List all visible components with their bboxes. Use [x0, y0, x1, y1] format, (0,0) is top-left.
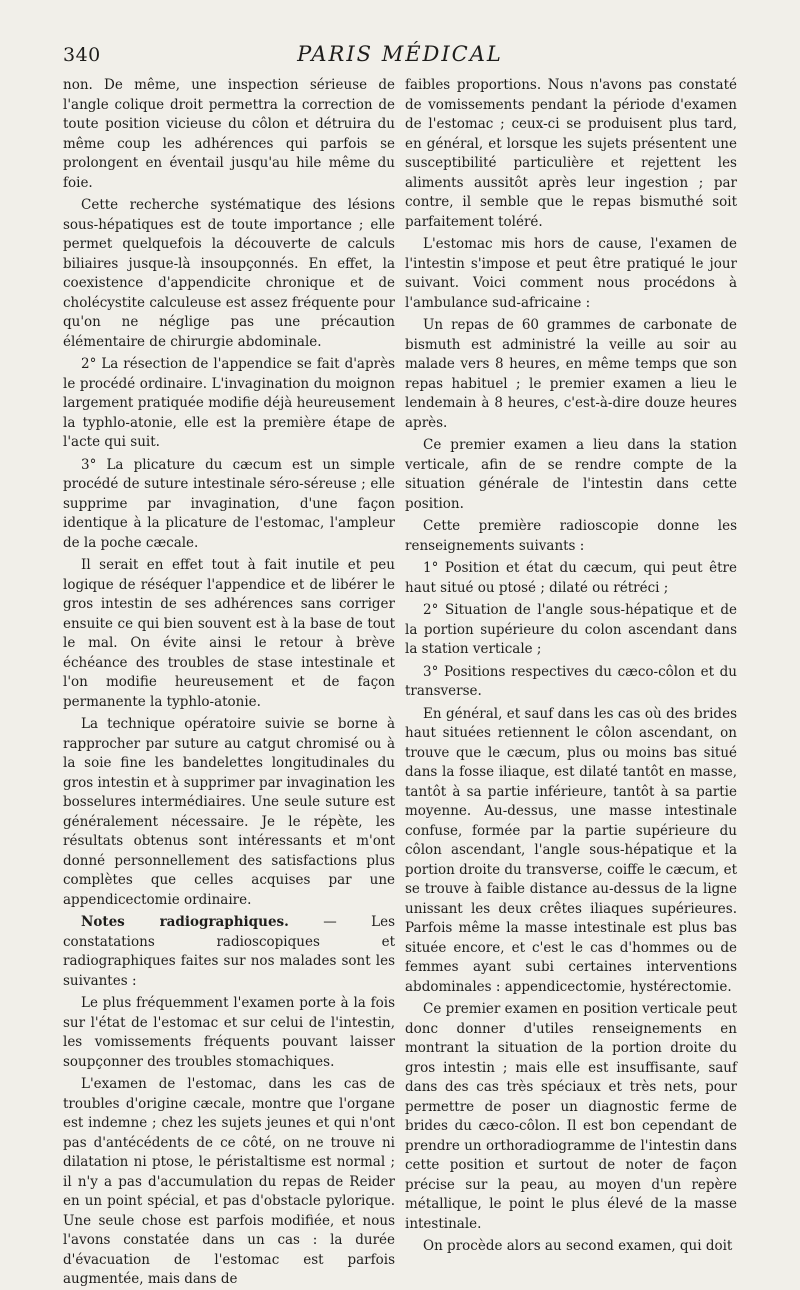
- paragraph: La technique opératoire suivie se borne à rapprocher par suture au catgut chromisé ou à la soie fine les bandelettes longitudinales du gros intestin et à supprimer par invagination les bosselures intermédiaires. Une seule suture est généralement nécessaire. Je le répète, les résultats obtenus sont intéressants et m'ont donné personnellement des satisfactions plus complètes que celles acquises par une appendicectomie ordinaire.: [63, 716, 395, 908]
- page-header: [63, 40, 737, 70]
- page-number: 340: [63, 44, 101, 66]
- paragraph: L'examen de l'estomac, dans les cas de troubles d'origine cæcale, montre que l'organe est indemne ; chez les sujets jeunes et qui n'ont pas d'antécédents de ce côté, on ne trouve ni dilatation ni ptose, le péristaltisme est normal ; il n'y a pas d'accumulation du repas de Reider en un point spécial, et pas d'obstacle pylorique. Une seule chose est parfois modifiée, et nous l'avons constatée dans un cas : la durée d'évacuation de l'estomac est parfois augmentée, mais dans de: [63, 1076, 395, 1287]
- list-item: 2° Situation de l'angle sous-hépatique et de la portion supérieure du colon ascendant dans la station verticale ;: [405, 602, 737, 657]
- paragraph: On procède alors au second examen, qui doit: [423, 1238, 733, 1254]
- paragraph: Un repas de 60 grammes de carbonate de bismuth est administré la veille au soir au malade vers 8 heures, en même temps que son repas habituel ; le premier examen a lieu le lendemain à 8 heures, c'est-à-dire douze heures après.: [405, 317, 737, 431]
- paragraph: Le plus fréquemment l'examen porte à la fois sur l'état de l'estomac et sur celui de l'intestin, les vomissements fréquents pouvant laisser soupçonner des troubles stomachiques.: [63, 995, 395, 1070]
- paragraph: Ce premier examen a lieu dans la station verticale, afin de se rendre compte de la situation générale de l'intestin dans cette position.: [405, 437, 737, 512]
- paragraph: L'estomac mis hors de cause, l'examen de l'intestin s'impose et peut être pratiqué le jour suivant. Voici comment nous procédons à l'ambulance sud-africaine :: [405, 236, 737, 311]
- paragraph: Cette recherche systématique des lésions sous-hépatiques est de toute importance ; elle permet quelquefois la découverte de calculs biliaires jusque-là insoupçonnés. En effet, la coexistence d'appendicite chronique et de cholécystite calculeuse est assez fréquente pour qu'on ne néglige pas une précaution élémentaire de chirurgie abdominale.: [63, 197, 395, 350]
- paragraph: Il serait en effet tout à fait inutile et peu logique de réséquer l'appendice et de libérer le gros intestin de ses adhérences sans corriger ensuite ce qui bien souvent est à la base de tout le mal. On évite ainsi le retour à brève échéance des troubles de stase intestinale et l'on modifie heureusement et de façon permanente la typhlo-atonie.: [63, 557, 395, 710]
- section-heading: Notes radiographiques.: [81, 914, 289, 930]
- paragraph: 2° La résection de l'appendice se fait d'après le procédé ordinaire. L'invagination du moignon largement pratiquée modifie déjà heureusement la typhlo-atonie, elle est la première étape de l'acte qui suit.: [63, 356, 395, 450]
- paragraph: En général, et sauf dans les cas où des brides haut situées retiennent le côlon ascendant, on trouve que le cæcum, plus ou moins bas situé dans la fosse iliaque, est dilaté tantôt en masse, tantôt à sa partie inférieure, tantôt à sa partie moyenne. Au-dessus, une masse intestinale confuse, formée par la partie supérieure du côlon ascendant, l'angle sous-hépatique et la portion droite du transverse, coiffe le cæcum, et se trouve à faible distance au-dessus de la ligne unissant les deux crêtes iliaques supérieures. Parfois même la masse intestinale est plus bas située encore, et c'est le cas d'hommes ou de femmes ayant subi certaines interventions abdominales : appendicectomie, hystérectomie.: [405, 705, 737, 995]
- paragraph: Ce premier examen en position verticale peut donc donner d'utiles renseignements en montrant la situation de la portion droite du gros intestin ; mais elle est insuffisante, sauf dans des cas très spéciaux et très nets, pour permettre de poser un diagnostic ferme de brides du cæco-côlon. Il est bon cependant de prendre un orthoradiogramme de l'intestin dans cette position et surtout de noter de façon précise sur la peau, au moyen d'un repère métallique, le point le plus élevé de la masse intestinale.: [405, 1001, 737, 1232]
- paragraph: Cette première radioscopie donne les renseignements suivants :: [405, 518, 737, 554]
- left-column: [63, 76, 395, 1290]
- journal-title: PARIS MÉDICAL: [297, 42, 503, 66]
- list-item: 3° Positions respectives du cæco-côlon et du transverse.: [405, 663, 737, 699]
- paragraph: 3° La plicature du cæcum est un simple procédé de suture intestinale séro-séreuse ; elle supprime par invagination, d'une façon identique à la plicature de l'estomac, l'ampleur de la poche cæcale.: [63, 456, 395, 551]
- notes-intro: — Les constatations radioscopiques et radiographiques faites sur nos malades sont les suivantes :: [63, 914, 395, 989]
- paragraph: non. De même, une inspection sérieuse de l'angle colique droit permettra la correction de toute position vicieuse du côlon et détruira du même coup les adhérences qui parfois se prolongent en éventail jusqu'au hile même du foie.: [63, 77, 395, 191]
- notes-paragraph: [63, 913, 395, 991]
- paragraph: faibles proportions. Nous n'avons pas constaté de vomissements pendant la période d'examen de l'estomac ; ceux-ci se produisent plus tard, en général, et lorsque les sujets présentent une susceptibilité particulière et rejettent les aliments aussitôt après leur ingestion ; par contre, il semble que le repas bismuthé soit parfaitement toléré.: [405, 77, 737, 230]
- right-column: [405, 76, 737, 1257]
- list-item: 1° Position et état du cæcum, qui peut être haut situé ou ptosé ; dilaté ou rétréci ;: [405, 560, 737, 596]
